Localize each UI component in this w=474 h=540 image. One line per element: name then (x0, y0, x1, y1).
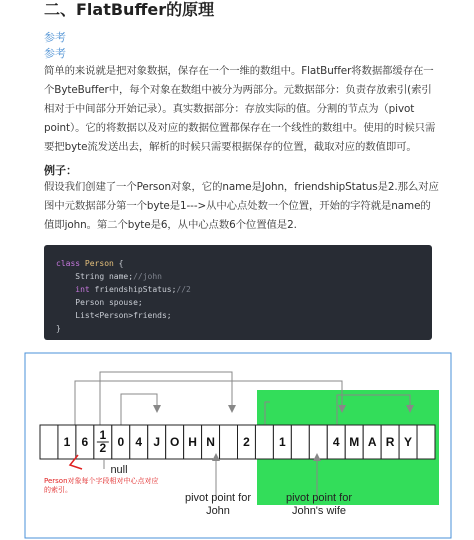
page-title: 二、FlatBuffer的原理 (44, 0, 215, 19)
byte-cell-label: N (206, 435, 215, 449)
byte-cell (40, 425, 58, 459)
byte-cell-label: 2 (99, 441, 107, 455)
byte-cell-label: J (153, 435, 161, 449)
byte-cell (255, 425, 273, 459)
byte-cell-label: 1 (63, 435, 71, 449)
byte-cell-label: M (349, 435, 360, 449)
byte-cell-label: R (385, 435, 395, 449)
byte-cell (417, 425, 435, 459)
byte-cell-label: 1 (99, 428, 107, 442)
code-line-5: List<Person>friends; (75, 311, 172, 320)
annotation-note: Person对象每个字段相对中心点对应的索引。 (44, 477, 159, 494)
byte-cell-label: 2 (243, 435, 250, 449)
byte-cell-label: O (169, 435, 180, 449)
byte-cell-label: Y (404, 435, 413, 449)
null-label: null (110, 464, 128, 476)
code-block (44, 245, 432, 340)
pivot-label-wife: pivot point for John's wife (285, 492, 353, 517)
code-line-4: Person spouse; (75, 298, 143, 307)
code-line-6: } (56, 324, 61, 333)
reference-link-1[interactable]: 参考 (44, 31, 66, 44)
example-heading: 例子： (44, 164, 77, 177)
byte-cell-label: H (188, 435, 197, 449)
code-line-3: int friendshipStatus;//2 (75, 285, 191, 294)
pivot-label-john: pivot point for John (184, 492, 252, 517)
byte-cell-label: 4 (135, 435, 143, 449)
byte-cell-label: 4 (332, 435, 340, 449)
byte-cell-label: 6 (81, 435, 89, 449)
intro-paragraph: 简单的来说就是把对象数据，保存在一个一维的数组中。FlatBuffer将数据都缓存在一个ByteBuffer中，每个对象在数组中被分为两部分。元数据部分：负责存放索引(索引相对于中间部分开始记录）。真实数据部分：存放实际的值。分割的节点为（pivot point）。它的将数据以及对应的数据位置都保存在一个线性的数组中。使用的时候只需要把byte流发送出去，解析的时候只需要根据保存的位置，截取对应的数值即可。 (44, 65, 436, 153)
byte-cell (291, 425, 309, 459)
byte-cell (309, 425, 327, 459)
byte-cell-label: 1 (279, 435, 286, 449)
byte-cell-label: A (367, 435, 377, 449)
code-line-1: class Person { (56, 259, 124, 268)
byte-cell (220, 425, 238, 459)
byte-cells (40, 425, 435, 459)
example-paragraph: 假设我们创建了一个Person对象，它的name是John，friendshipStatus是2.那么对应图中元数据部分第一个byte是1--->从中心点处数一个位置，开始的字符就是name的值即john。第二个byte是6，从中心点数6个位置值是2. (44, 181, 439, 231)
reference-link-2[interactable]: 参考 (44, 47, 66, 60)
byte-cell-label: 0 (117, 435, 125, 449)
code-line-2: String name;//john (75, 272, 162, 281)
